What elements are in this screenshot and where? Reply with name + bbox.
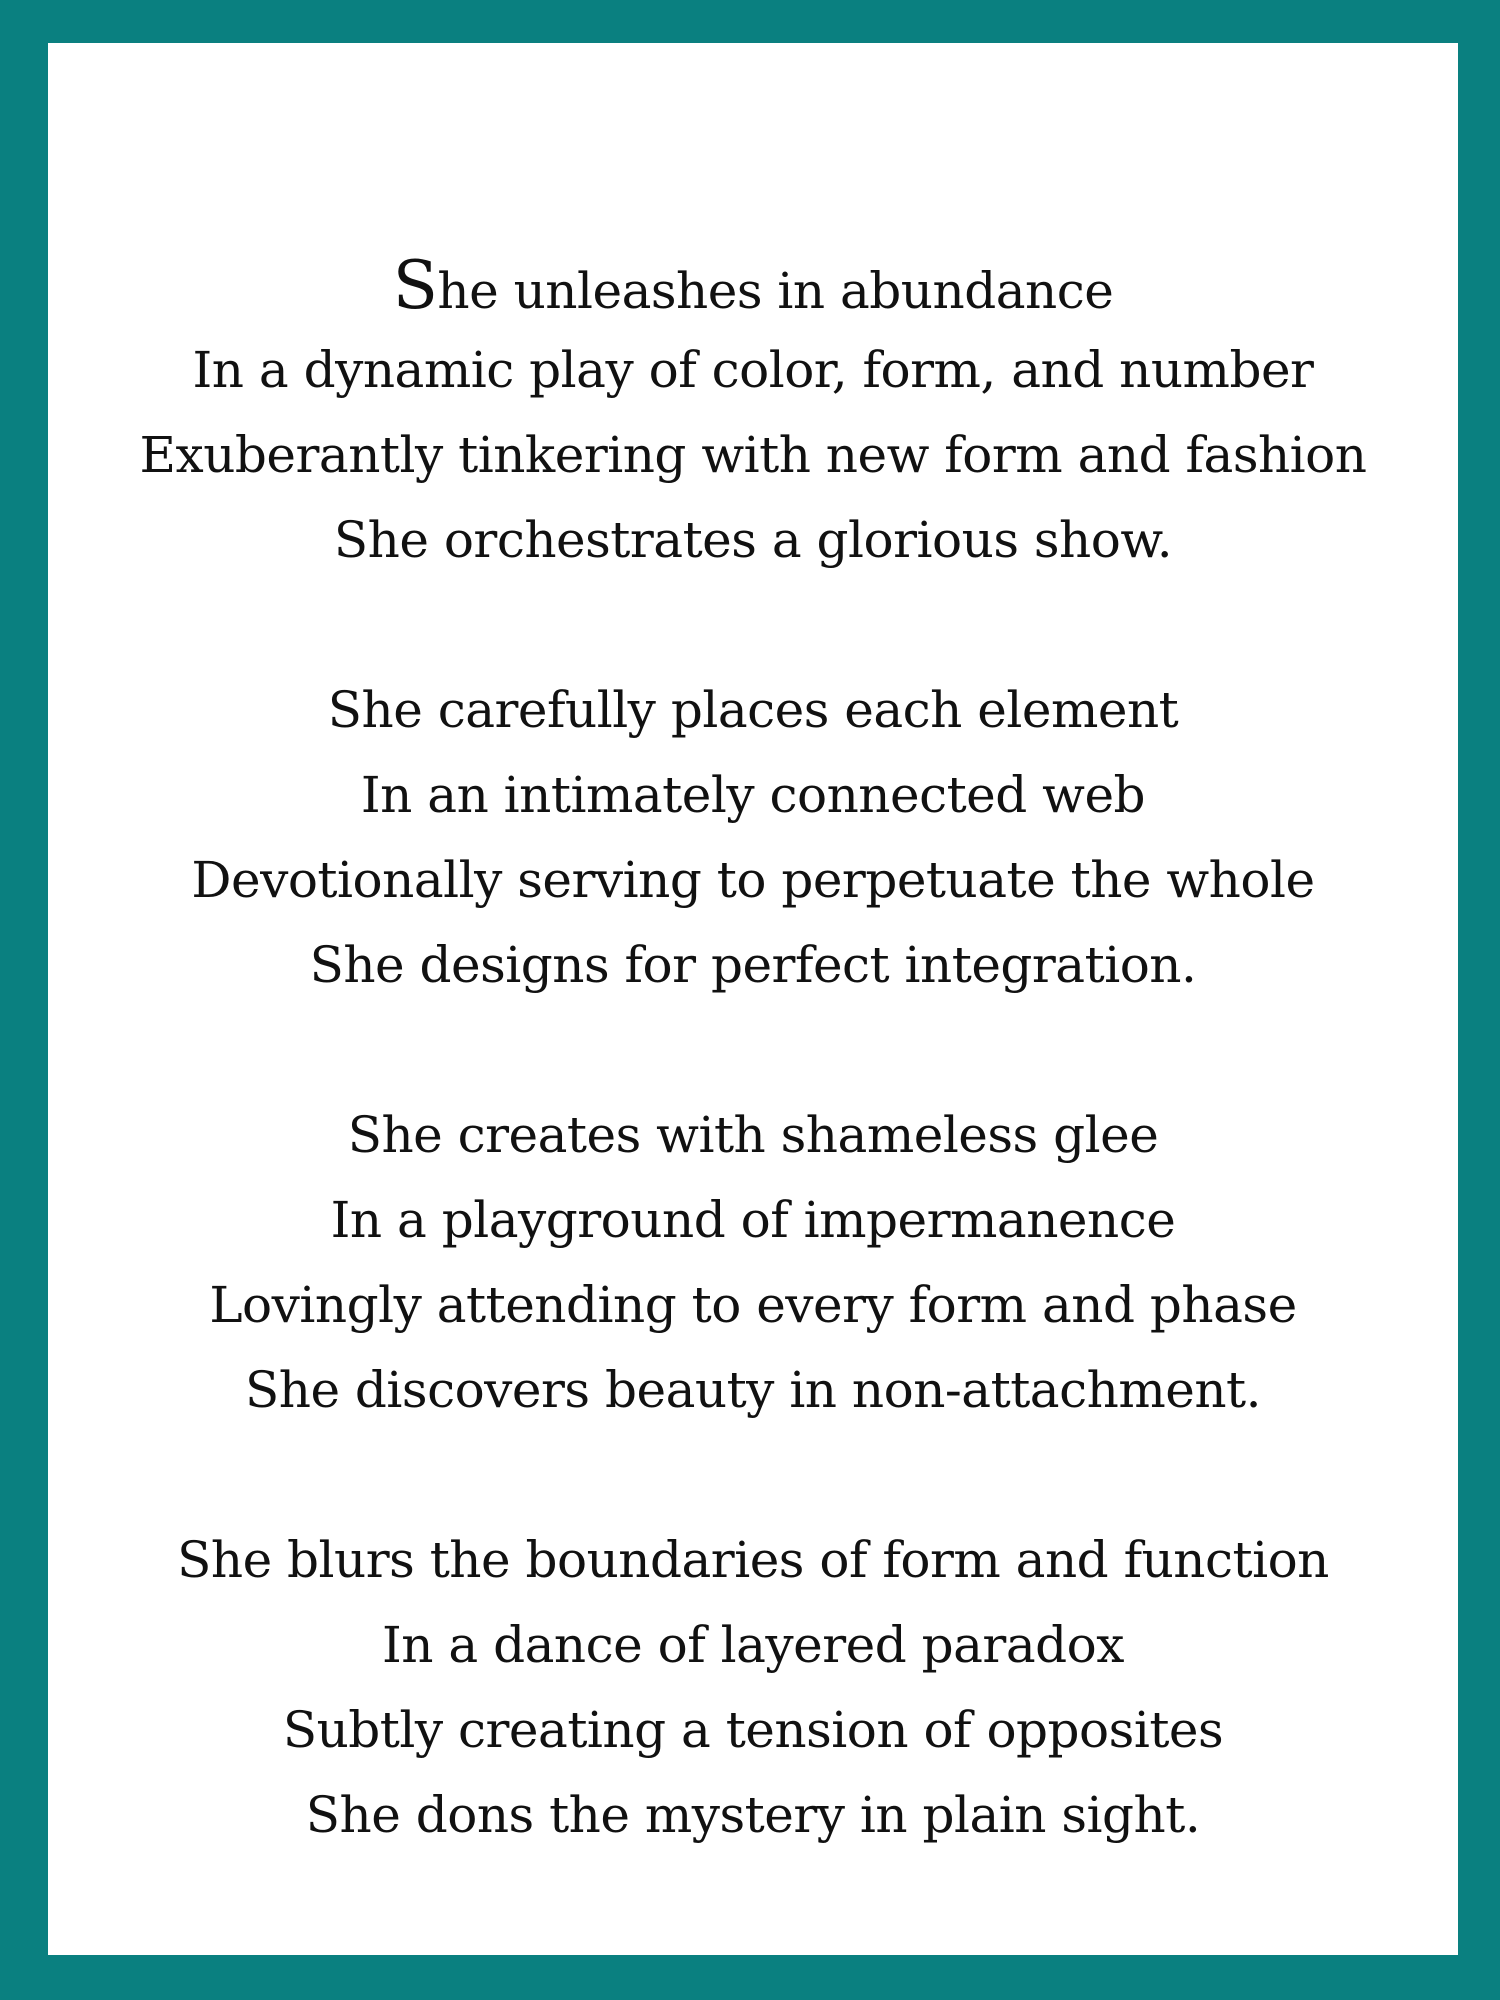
poem-line-3-4: She discovers beauty in non-attachment.	[244, 1361, 1262, 1419]
poem-line-2-2: In an intimately connected web	[360, 766, 1146, 824]
poem-line-2-1: She carefully places each element	[327, 681, 1179, 739]
drop-cap: S	[392, 247, 438, 324]
poem-line-4-3: Subtly creating a tension of opposites	[282, 1701, 1224, 1759]
poem-line-4-2: In a dance of layered paradox	[382, 1616, 1124, 1674]
poem-line-1-4: She orchestrates a glorious show.	[333, 511, 1173, 569]
poem-line-2-3: Devotionally serving to perpetuate the whole	[191, 851, 1315, 909]
poem-line-3-1: She creates with shameless glee	[347, 1106, 1159, 1164]
stanza-1	[48, 243, 1458, 583]
poem	[48, 243, 1458, 1943]
poem-line-3-2: In a playground of impermanence	[330, 1191, 1176, 1249]
poem-line-1-1	[48, 243, 1458, 328]
poem-line-3-3: Lovingly attending to every form and phase	[209, 1276, 1297, 1334]
stanza-3	[48, 1093, 1458, 1433]
poem-line-1-2: In a dynamic play of color, form, and number	[192, 341, 1314, 399]
poem-line-4-4: She dons the mystery in plain sight.	[305, 1786, 1201, 1844]
stanza-4	[48, 1518, 1458, 1858]
stanza-2	[48, 668, 1458, 1008]
poem-page	[48, 43, 1458, 1955]
poem-line-4-1: She blurs the boundaries of form and function	[177, 1531, 1329, 1589]
first-line-rest: he unleashes in abundance	[437, 262, 1114, 320]
poem-line-1-3: Exuberantly tinkering with new form and fashion	[139, 426, 1367, 484]
poem-line-2-4: She designs for perfect integration.	[309, 936, 1197, 994]
